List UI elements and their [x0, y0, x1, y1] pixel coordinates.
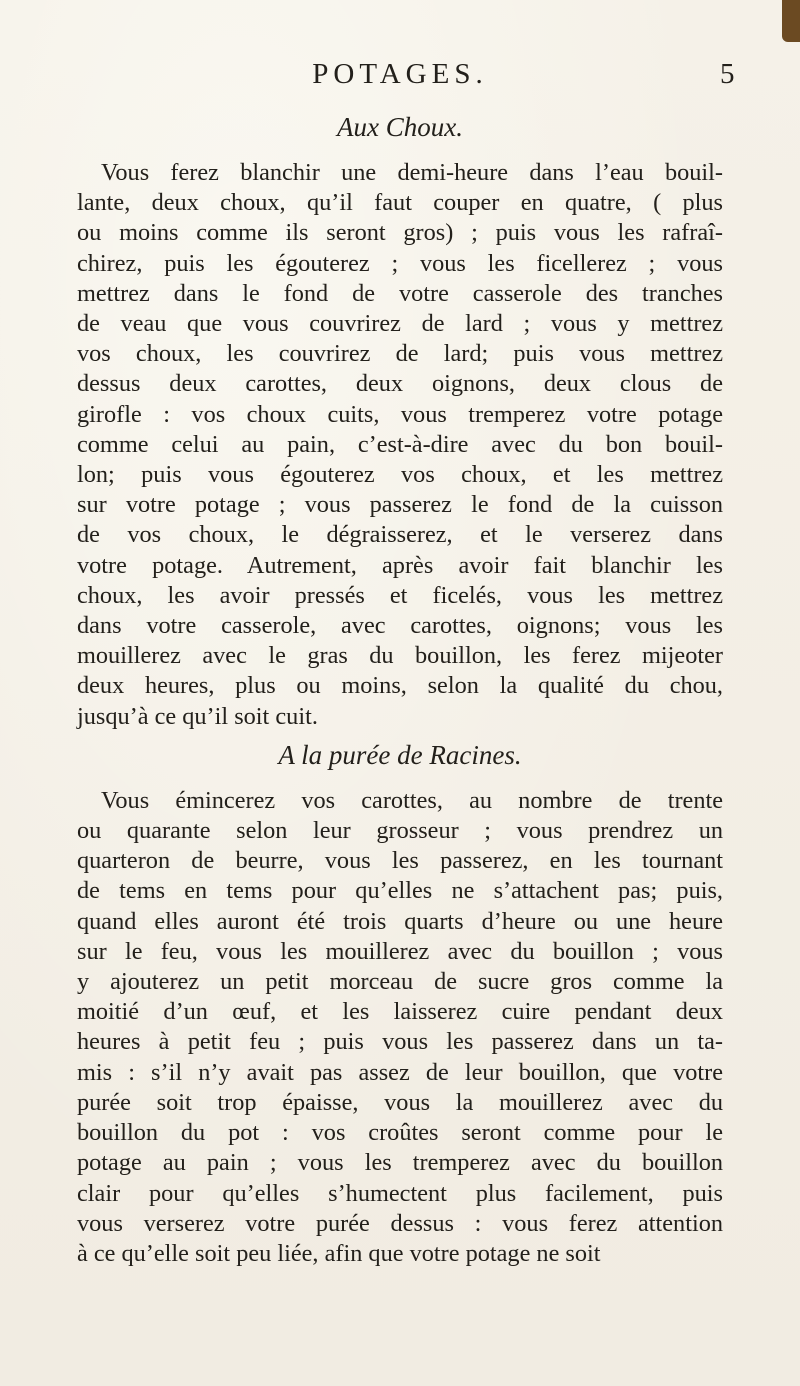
page-number: 5 — [720, 58, 735, 90]
text-line: de vos choux, le dégraisserez, et le verserez dans — [77, 521, 723, 549]
text-line: de tems en tems pour qu’elles ne s’attachent pas; puis, — [77, 877, 723, 905]
text-line: Vous émincerez vos carottes, au nombre de trente — [101, 786, 723, 814]
text-line: choux, les avoir pressés et ficelés, vous les mettrez — [77, 581, 723, 609]
text-line: girofle : vos choux cuits, vous tremperez votre potage — [77, 400, 723, 428]
paragraph-puree-racines — [77, 786, 723, 1269]
text-line: votre potage. Autrement, après avoir fait blanchir les — [77, 551, 723, 579]
text-line: sur le feu, vous les mouillerez avec du bouillon ; vous — [77, 937, 723, 965]
text-line: bouillon du pot : vos croûtes seront comme pour le — [77, 1119, 723, 1147]
text-line: heures à petit feu ; puis vous les passerez dans un ta- — [77, 1028, 723, 1056]
text-line: y ajouterez un petit morceau de sucre gros comme la — [77, 968, 723, 996]
text-line: sur votre potage ; vous passerez le fond de la cuisson — [77, 491, 723, 519]
text-line: clair pour qu’elles s’humectent plus facilement, puis — [77, 1179, 723, 1207]
text-line: lon; puis vous égouterez vos choux, et les mettrez — [77, 461, 723, 489]
text-line: mettrez dans le fond de votre casserole des tranches — [77, 279, 723, 307]
text-line: Vous ferez blanchir une demi-heure dans l’eau bouil- — [101, 159, 723, 186]
text-line: dessus deux carottes, deux oignons, deux clous de — [77, 370, 723, 398]
text-line: mis : s’il n’y avait pas assez de leur bouillon, que votre — [77, 1058, 723, 1086]
running-title: POTAGES. — [312, 58, 488, 90]
text-line: vos choux, les couvrirez de lard; puis vous mettrez — [77, 340, 723, 368]
paragraph-aux-choux — [77, 158, 723, 732]
text-line: vous verserez votre purée dessus : vous ferez attention — [77, 1209, 723, 1237]
page-corner-tab — [782, 0, 800, 42]
text-line: lante, deux choux, qu’il faut couper en quatre, ( plus — [77, 189, 723, 217]
text-line: à ce qu’elle soit peu liée, afin que votre potage ne soit — [77, 1239, 601, 1267]
text-line: comme celui au pain, c’est-à-dire avec du bon bouil- — [77, 430, 723, 458]
text-line: dans votre casserole, avec carottes, oignons; vous les — [77, 612, 723, 640]
text-line: potage au pain ; vous les tremperez avec du bouillon — [77, 1149, 723, 1177]
text-line: ou quarante selon leur grosseur ; vous prendrez un — [77, 817, 723, 845]
text-line: chirez, puis les égouterez ; vous les ficellerez ; vous — [77, 249, 723, 277]
text-line: de veau que vous couvrirez de lard ; vous y mettrez — [77, 310, 723, 338]
section-title-puree-racines: A la purée de Racines. — [278, 739, 522, 770]
text-line: quarteron de beurre, vous les passerez, en les tournant — [77, 847, 723, 875]
page-body — [77, 110, 723, 1269]
running-header — [0, 58, 800, 98]
section-title-aux-choux: Aux Choux. — [337, 112, 463, 142]
text-line: purée soit trop épaisse, vous la mouillerez avec du — [77, 1088, 723, 1116]
text-line: quand elles auront été trois quarts d’heure ou une heure — [77, 907, 723, 935]
text-line: ou moins comme ils seront gros) ; puis vous les rafraî- — [77, 219, 723, 247]
text-line: jusqu’à ce qu’il soit cuit. — [77, 702, 318, 730]
text-line: deux heures, plus ou moins, selon la qualité du chou, — [77, 672, 723, 700]
text-line: mouillerez avec le gras du bouillon, les ferez mijeoter — [77, 642, 723, 670]
text-line: moitié d’un œuf, et les laisserez cuire pendant deux — [77, 998, 723, 1026]
